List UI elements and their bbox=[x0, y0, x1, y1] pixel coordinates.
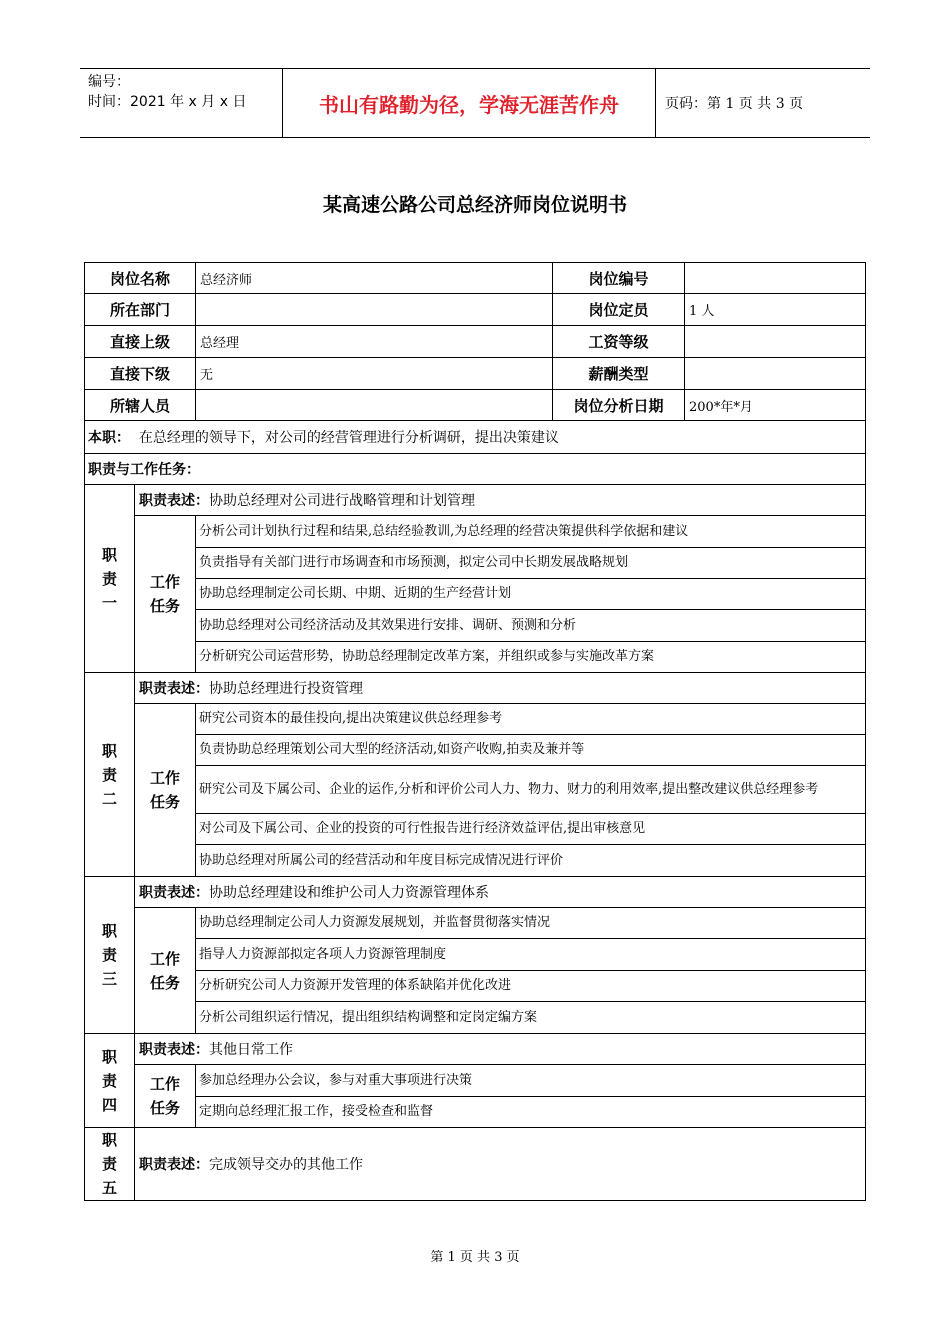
value-position-code bbox=[685, 263, 866, 294]
duty-name-char: 三 bbox=[101, 970, 117, 988]
main-duty-row bbox=[85, 421, 866, 454]
statement-text: 协助总经理对公司进行战略管理和计划管理 bbox=[209, 493, 475, 509]
main-duty-text: 在总经理的领导下，对公司的经营管理进行分析调研，提出决策建议 bbox=[138, 430, 559, 446]
statement-text: 其他日常工作 bbox=[209, 1042, 293, 1058]
duty-name-char: 职 bbox=[101, 741, 117, 760]
work-tasks-label bbox=[135, 516, 196, 673]
duty-statement bbox=[135, 1128, 866, 1201]
value-salary-type bbox=[685, 358, 866, 390]
task-item: 研究公司及下属公司、企业的运作,分析和评价公司人力、物力、财力的利用效率,提出整改建议供总经理参考 bbox=[196, 766, 866, 814]
duty-name-char: 责 bbox=[101, 946, 117, 964]
work-tasks-label bbox=[135, 1065, 196, 1128]
label-position-name: 岗位名称 bbox=[85, 263, 196, 294]
duty-statement bbox=[135, 877, 866, 908]
duty-statement bbox=[135, 485, 866, 516]
work-tasks-label-line: 工作 bbox=[150, 949, 181, 968]
main-duty-label: 本职： bbox=[88, 430, 130, 446]
work-tasks-label-line: 工作 bbox=[150, 1075, 181, 1093]
task-item: 分析研究公司运营形势，协助总经理制定改革方案，并组织或参与实施改革方案 bbox=[196, 642, 866, 673]
page-footer: 第 1 页 共 3 页 bbox=[430, 1250, 520, 1265]
task-item: 协助总经理对公司经济活动及其效果进行安排、调研、预测和分析 bbox=[196, 610, 866, 642]
value-department bbox=[196, 294, 553, 326]
label-salary-type: 薪酬类型 bbox=[553, 358, 685, 390]
duty-name-4 bbox=[85, 1034, 135, 1128]
duty-name-3 bbox=[85, 877, 135, 1034]
duty-name-char: 职 bbox=[101, 545, 117, 564]
label-position-code: 岗位编号 bbox=[553, 263, 685, 294]
page-header bbox=[80, 68, 870, 138]
value-position-name: 总经济师 bbox=[196, 263, 553, 294]
label-quota: 岗位定员 bbox=[553, 294, 685, 326]
label-department: 所在部门 bbox=[85, 294, 196, 326]
duty-name-char: 二 bbox=[101, 789, 117, 808]
task-item: 负责指导有关部门进行市场调查和市场预测，拟定公司中长期发展战略规划 bbox=[196, 548, 866, 579]
label-subordinate: 直接下级 bbox=[85, 358, 196, 390]
number-label: 编号： bbox=[88, 74, 130, 90]
task-item: 指导人力资源部拟定各项人力资源管理制度 bbox=[196, 939, 866, 971]
duty-name-2 bbox=[85, 673, 135, 877]
work-tasks-label bbox=[135, 704, 196, 877]
duty-name-char: 责 bbox=[101, 569, 117, 588]
label-staff: 所辖人员 bbox=[85, 390, 196, 421]
work-tasks-label-line: 任务 bbox=[150, 793, 181, 811]
document-title: 某高速公路公司总经济师岗位说明书 bbox=[322, 194, 627, 216]
task-item: 负责协助总经理策划公司大型的经济活动,如资产收购,拍卖及兼并等 bbox=[196, 735, 866, 766]
value-salary-grade bbox=[685, 326, 866, 358]
value-subordinate: 无 bbox=[196, 358, 553, 390]
value-superior: 总经理 bbox=[196, 326, 553, 358]
task-item: 协助总经理制定公司人力资源发展规划，并监督贯彻落实情况 bbox=[196, 908, 866, 939]
statement-text: 协助总经理进行投资管理 bbox=[209, 681, 363, 697]
task-item: 分析公司组织运行情况，提出组织结构调整和定岗定编方案 bbox=[196, 1002, 866, 1034]
value-analysis-date: 200*年*月 bbox=[685, 390, 866, 421]
task-item: 对公司及下属公司、企业的投资的可行性报告进行经济效益评估,提出审核意见 bbox=[196, 814, 866, 845]
work-tasks-label bbox=[135, 908, 196, 1034]
task-item: 参加总经理办公会议，参与对重大事项进行决策 bbox=[196, 1065, 866, 1097]
work-tasks-label-line: 工作 bbox=[150, 769, 181, 787]
value-quota: 1 人 bbox=[685, 294, 866, 326]
statement-label: 职责表述： bbox=[139, 1157, 209, 1173]
duty-name-char: 五 bbox=[101, 1179, 117, 1197]
motto: 书山有路勤为径，学海无涯苦作舟 bbox=[282, 69, 656, 137]
duty-name-1 bbox=[85, 485, 135, 673]
duty-name-char: 责 bbox=[101, 1071, 117, 1090]
statement-label: 职责表述： bbox=[139, 493, 209, 509]
task-item: 研究公司资本的最佳投向,提出决策建议供总经理参考 bbox=[196, 704, 866, 735]
page-indicator: 页码：第 1 页 共 3 页 bbox=[665, 96, 804, 112]
duty-name-char: 一 bbox=[101, 593, 117, 612]
task-item: 协助总经理制定公司长期、中期、近期的生产经营计划 bbox=[196, 579, 866, 610]
header-meta bbox=[80, 69, 282, 137]
statement-label: 职责表述： bbox=[139, 1042, 209, 1058]
statement-label: 职责表述： bbox=[139, 885, 209, 901]
label-analysis-date: 岗位分析日期 bbox=[553, 390, 685, 421]
task-item: 协助总经理对所属公司的经营活动和年度目标完成情况进行评价 bbox=[196, 845, 866, 877]
value-staff bbox=[196, 390, 553, 421]
duty-name-char: 责 bbox=[101, 1155, 117, 1173]
statement-label: 职责表述： bbox=[139, 681, 209, 697]
statement-text: 完成领导交办的其他工作 bbox=[209, 1157, 363, 1173]
time-label: 时间：2021 年 x 月 x 日 bbox=[88, 94, 247, 110]
duty-name-char: 职 bbox=[101, 922, 117, 940]
label-salary-grade: 工资等级 bbox=[553, 326, 685, 358]
duty-name-5 bbox=[85, 1128, 135, 1201]
work-tasks-label-line: 工作 bbox=[150, 573, 181, 591]
duty-statement bbox=[135, 673, 866, 704]
job-description-table bbox=[84, 262, 866, 1201]
statement-text: 协助总经理建设和维护公司人力资源管理体系 bbox=[209, 885, 489, 901]
work-tasks-label-line: 任务 bbox=[150, 597, 181, 615]
duty-name-char: 职 bbox=[101, 1047, 117, 1066]
duty-name-char: 职 bbox=[101, 1131, 117, 1149]
duties-heading: 职责与工作任务： bbox=[85, 454, 866, 485]
task-item: 定期向总经理汇报工作，接受检查和监督 bbox=[196, 1097, 866, 1128]
work-tasks-label-line: 任务 bbox=[150, 973, 181, 992]
task-item: 分析公司计划执行过程和结果,总结经验教训,为总经理的经营决策提供科学依据和建议 bbox=[196, 516, 866, 548]
duty-statement bbox=[135, 1034, 866, 1065]
task-item: 分析研究公司人力资源开发管理的体系缺陷并优化改进 bbox=[196, 971, 866, 1002]
label-superior: 直接上级 bbox=[85, 326, 196, 358]
work-tasks-label-line: 任务 bbox=[150, 1099, 181, 1117]
duty-name-char: 四 bbox=[101, 1095, 117, 1114]
duty-name-char: 责 bbox=[101, 765, 117, 784]
